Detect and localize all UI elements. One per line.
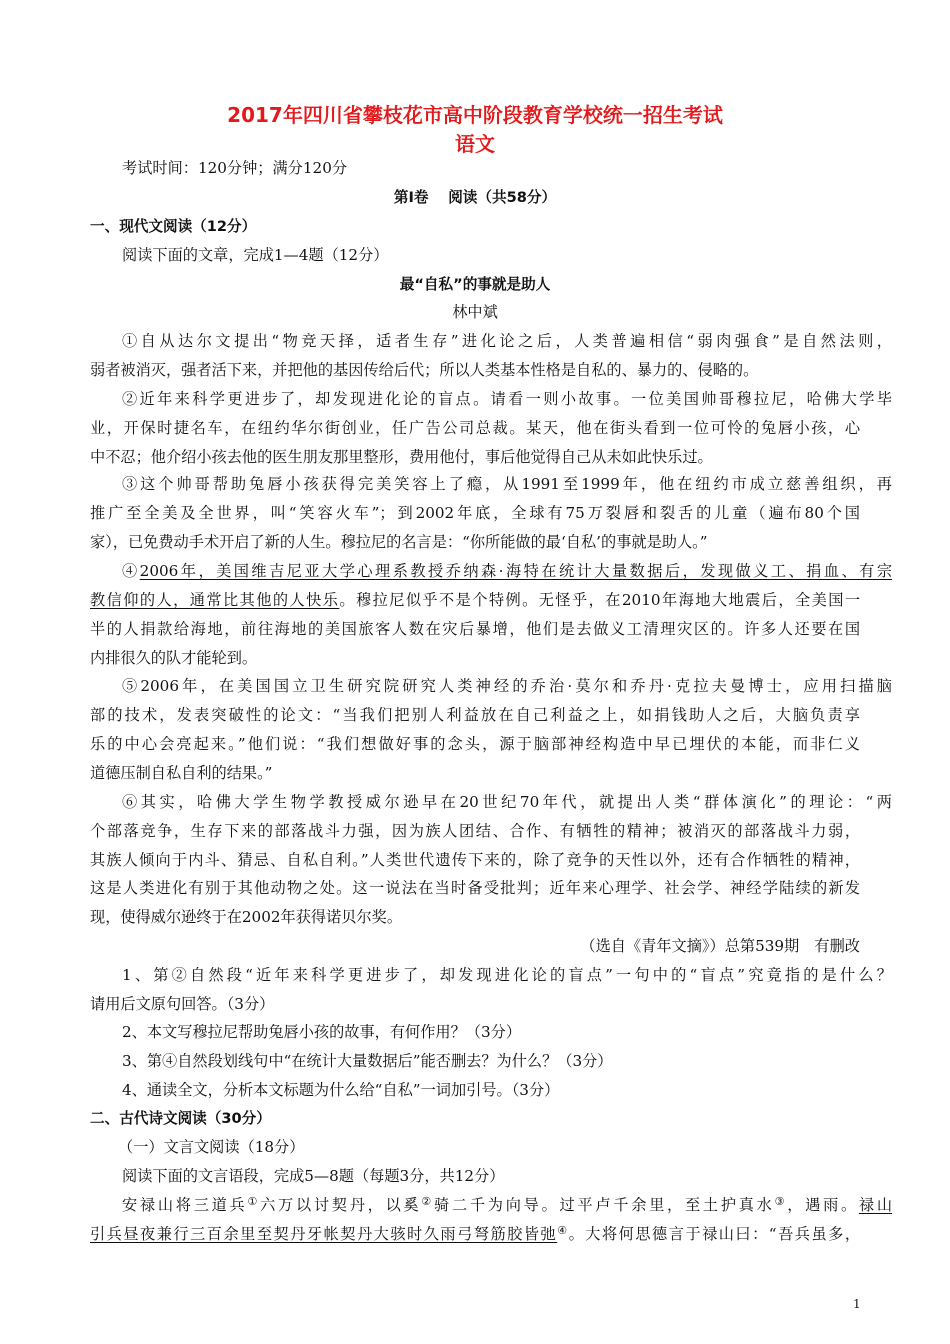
passage-text-5: 。大将何思德言于禄山曰：“吾兵虽多， — [568, 1225, 861, 1243]
question-2: 2、本文写穆拉尼帮助兔唇小孩的故事，有何作用？（3分） — [122, 1023, 522, 1041]
exam-title: 2017年四川省攀枝花市高中阶段教育学校统一招生考试 — [227, 103, 723, 127]
paragraph-4-marker: ④ — [122, 562, 140, 580]
paragraph-4-line-4: 内排很久的队才能轮到。 — [90, 649, 258, 667]
paragraph-6-line-2: 个部落竞争，生存下来的部落战斗力强，因为族人团结、合作、有牺牲的精神；被消灭的部落战斗力弱， — [90, 822, 860, 840]
paragraph-2-line-1: ②近年来科学更进步了，却发现进化论的盲点。请看一则小故事。一位美国帅哥穆拉尼，哈佛大学毕 — [122, 390, 892, 408]
paragraph-6-line-5: 现，使得威尔逊终于在2002年获得诺贝尔奖。 — [90, 908, 403, 926]
passage-text-3: 骑二千为向导。过平卢千余里，至土护真水 — [434, 1196, 775, 1214]
paragraph-6-line-1: ⑥其实，哈佛大学生物学教授威尔逊早在20世纪70年代，就提出人类“群体演化”的理论：“两 — [122, 793, 892, 811]
paragraph-5-line-4: 道德压制自私自利的结果。” — [90, 764, 273, 782]
classical-passage-line-2 — [90, 1220, 860, 1249]
note-marker-4: ④ — [557, 1224, 569, 1237]
page-number: 1 — [853, 1297, 861, 1311]
underlined-passage-2: 引兵昼夜兼行三百余里至契丹牙帐契丹大骇时久雨弓弩筋胶皆弛 — [90, 1225, 558, 1243]
paragraph-3-line-3: 家），已免费动手术开启了新的人生。穆拉尼的名言是：“你所能做的最‘自私’的事就是助人。” — [90, 533, 708, 551]
note-marker-2: ② — [421, 1195, 435, 1208]
paragraph-4-line-2 — [90, 586, 860, 615]
section1-heading: 一、现代文阅读（12分） — [90, 218, 257, 235]
article-source: （选自《青年文摘》）总第539期 有删改 — [580, 937, 860, 955]
underlined-sentence-part-2: 教信仰的人，通常比其他的人快乐 — [90, 591, 340, 609]
paragraph-6-line-3: 其族人倾向于内斗、猜忌、自私自利。”人类世代遗传下来的，除了竞争的天性以外，还有合作牺牲的精神， — [90, 851, 860, 869]
paragraph-5-line-3: 乐的中心会亮起来。”他们说：“我们想做好事的念头，源于脑部神经构造中早已埋伏的本能，而非仁义 — [90, 735, 860, 753]
question-4: 4、通读全文，分析本文标题为什么给“自私”一词加引号。（3分） — [122, 1081, 560, 1099]
passage-text-4: ，遇雨。 — [787, 1196, 859, 1214]
paragraph-4-line-3: 半的人捐款给海地，前往海地的美国旅客人数在灾后暴增，他们是去做义工清理灾区的。许多人还要在国 — [90, 620, 860, 638]
paragraph-1-line-2: 弱者被消灭，强者活下来，并把他的基因传给后代；所以人类基本性格是自私的、暴力的、侵略的。 — [90, 361, 759, 379]
question-3: 3、第④自然段划线句中“在统计大量数据后”能否删去？为什么？（3分） — [122, 1052, 613, 1070]
part1-title: 第Ⅰ卷 阅读（共58分） — [393, 189, 557, 206]
underlined-passage-1: 禄山 — [858, 1196, 893, 1214]
article-title: 最“自私”的事就是助人 — [399, 276, 551, 293]
question-1-line-1: 1、第②自然段“近年来科学更进步了，却发现进化论的盲点”一句中的“盲点”究竟指的是什么？ — [122, 966, 892, 984]
classical-passage-line-1 — [90, 1191, 892, 1220]
paragraph-4-line-2-rest: 。穆拉尼似乎不是个特例。无怪乎，在2010年海地大地震后，全美国一 — [339, 591, 861, 609]
passage-text-2: 六万以讨契丹，以奚 — [260, 1196, 422, 1214]
exam-info: 考试时间：120分钟；满分120分 — [122, 159, 348, 177]
underlined-sentence-part-1: 2006年，美国维吉尼亚大学心理系教授乔纳森·海特在统计大量数据后，发现做义工、捐血、有宗 — [139, 562, 893, 580]
question-1-line-2: 请用后文原句回答。（3分） — [90, 995, 275, 1013]
section2-instruction: 阅读下面的文言语段，完成5—8题（每题3分，共12分） — [122, 1167, 505, 1185]
note-marker-1: ① — [247, 1195, 261, 1208]
section2-heading: 二、古代诗文阅读（30分） — [90, 1110, 271, 1127]
passage-text-1: 安禄山将三道兵 — [122, 1196, 248, 1214]
paragraph-1-line-1: ①自从达尔文提出“物竞天择，适者生存”进化论之后，人类普遍相信“弱肉强食”是自然法则， — [122, 332, 892, 350]
paragraph-5-line-2: 部的技术，发表突破性的论文：“当我们把别人利益放在自己利益之上，如捐钱助人之后，大脑负责享 — [90, 706, 860, 724]
section2-sub1: （一）文言文阅读（18分） — [118, 1138, 305, 1156]
paragraph-4-line-1 — [90, 557, 892, 586]
note-marker-3: ③ — [774, 1195, 788, 1208]
exam-subject: 语文 — [455, 132, 495, 156]
section1-instruction: 阅读下面的文章，完成1—4题（12分） — [122, 246, 389, 264]
paragraph-3-line-1: ③这个帅哥帮助兔唇小孩获得完美笑容上了瘾，从1991至1999年，他在纽约市成立慈善组织，再 — [122, 475, 892, 493]
paragraph-2-line-3: 中不忍；他介绍小孩去他的医生朋友那里整形，费用他付，事后他觉得自己从未如此快乐过。 — [90, 448, 713, 466]
paragraph-2-line-2: 业，开保时捷名车，在纽约华尔街创业，任广告公司总裁。某天，他在街头看到一位可怜的兔唇小孩，心 — [90, 419, 860, 437]
paragraph-6-line-4: 这是人类进化有别于其他动物之处。这一说法在当时备受批判；近年来心理学、社会学、神经学陆续的新发 — [90, 879, 860, 897]
paragraph-5-line-1: ⑤2006年，在美国国立卫生研究院研究人类神经的乔治·莫尔和乔丹·克拉夫曼博士，应用扫描脑 — [122, 677, 892, 695]
paragraph-3-line-2: 推广至全美及全世界，叫“笑容火车”；到2002年底，全球有75万裂唇和裂舌的儿童（遍布80个国 — [90, 504, 860, 522]
article-author: 林中斌 — [452, 303, 498, 321]
